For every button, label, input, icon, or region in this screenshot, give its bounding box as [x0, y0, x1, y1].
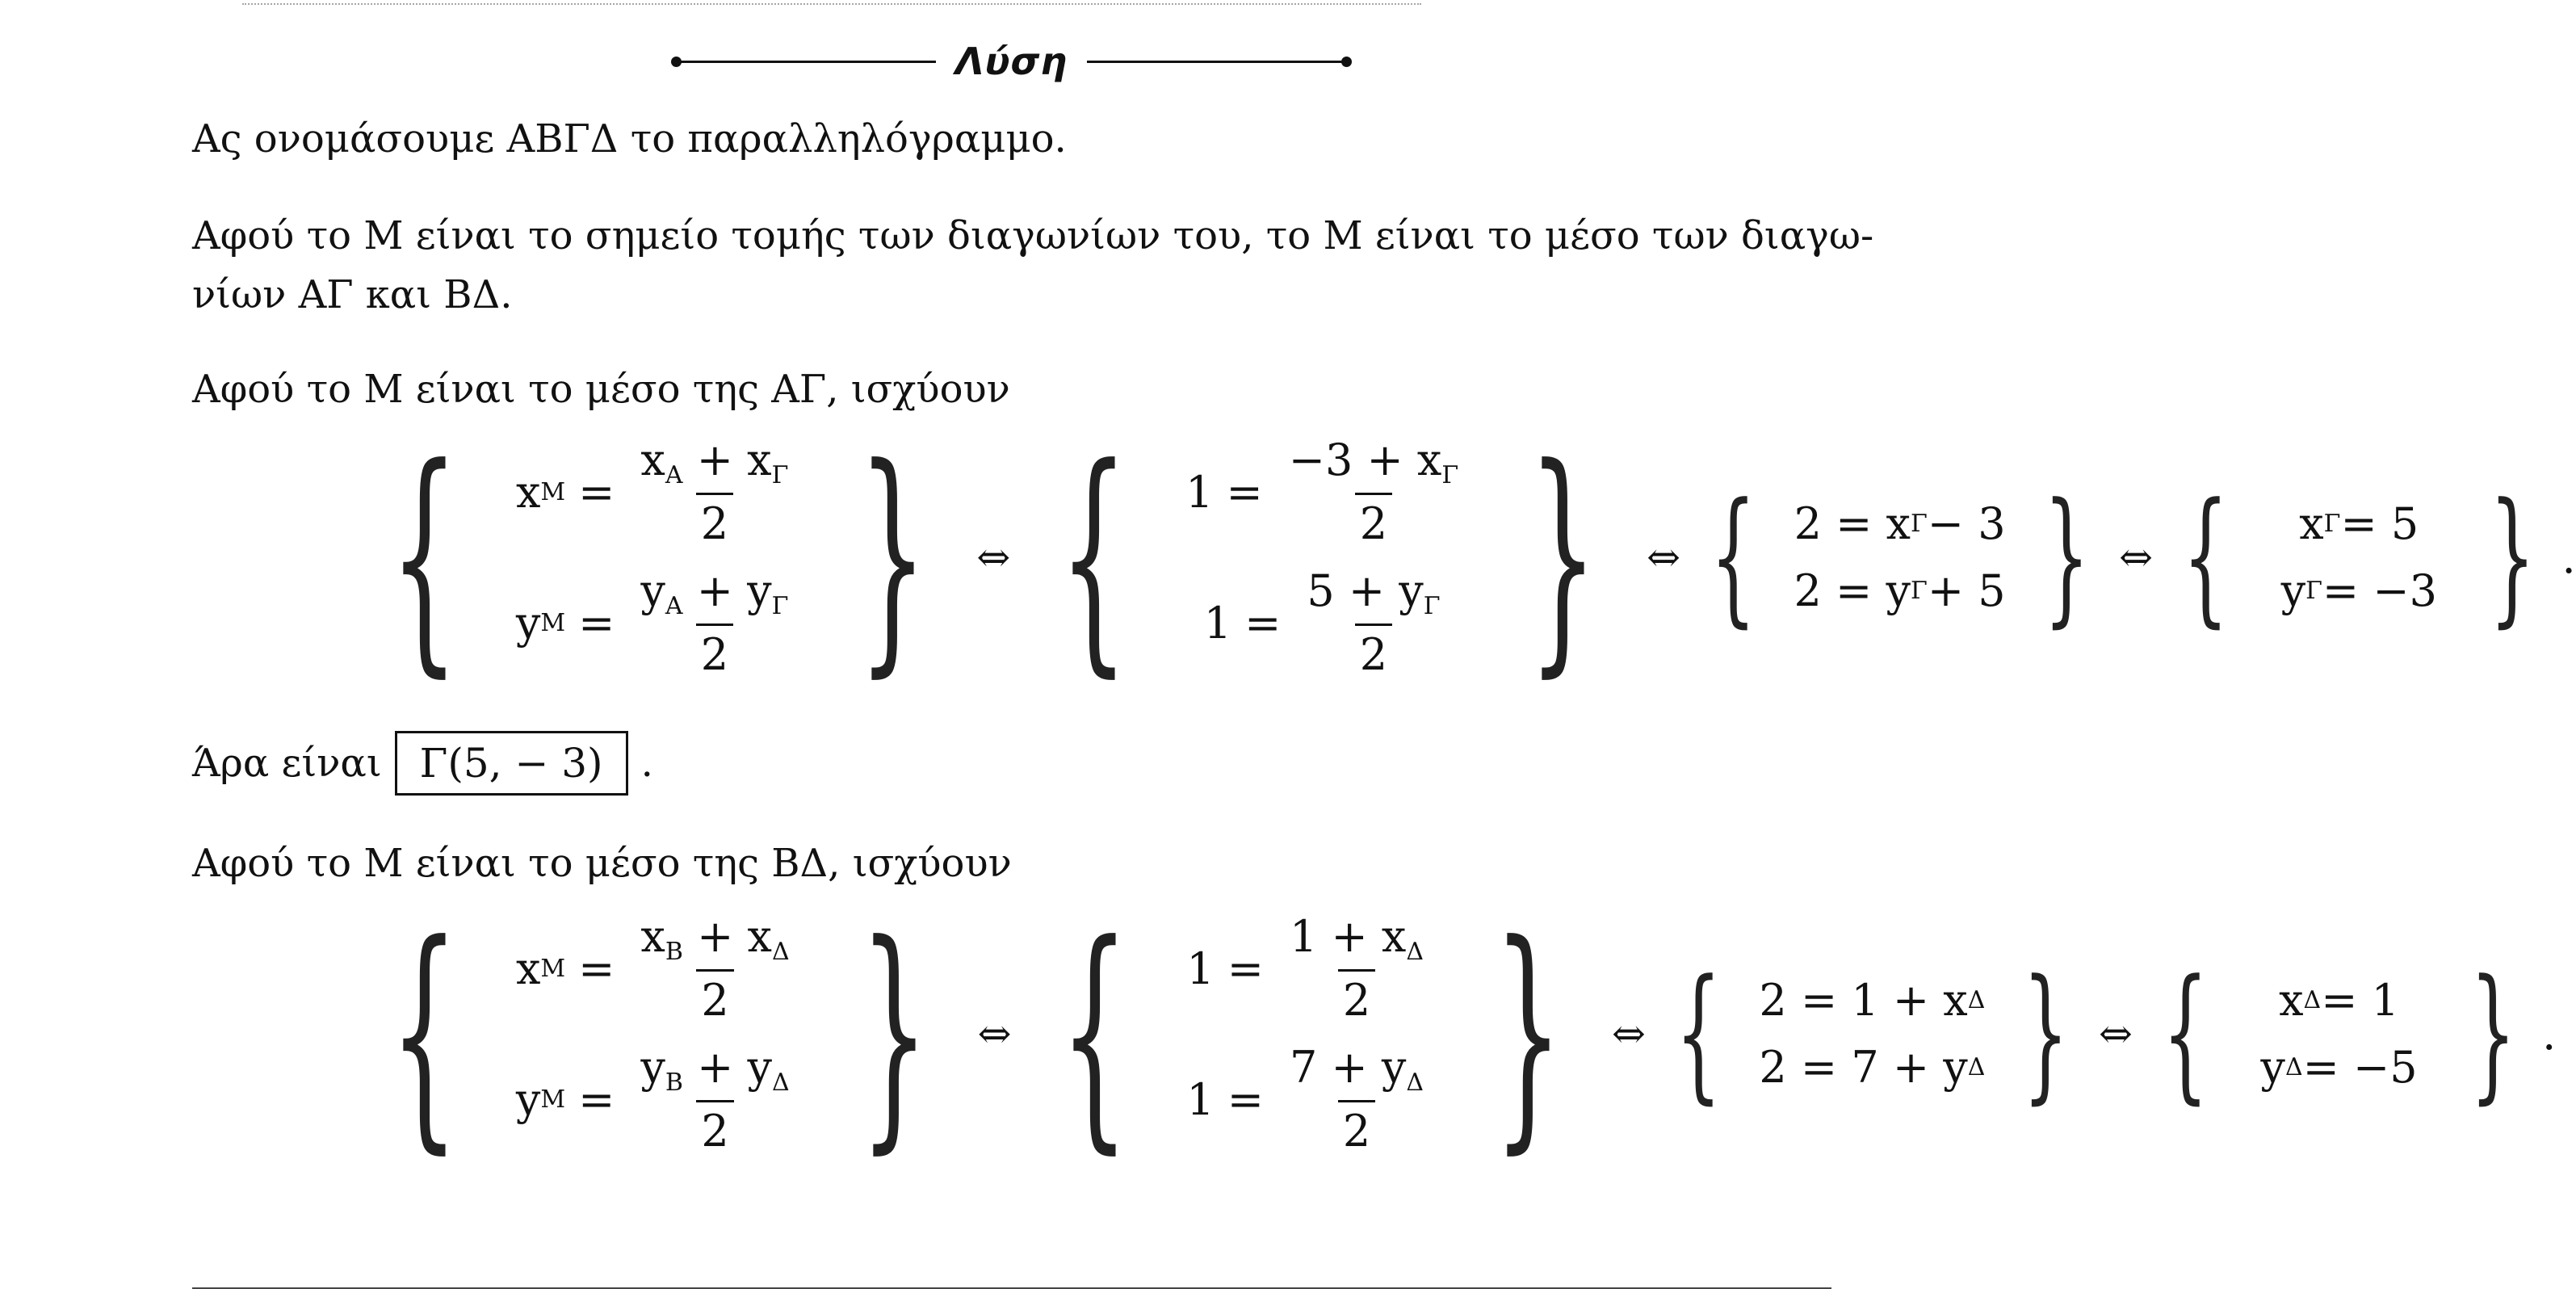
equation-row: 1 = $\frac{1 + x_\Delta}{2}$ [1186, 903, 1437, 1034]
system-step-4 [2159, 472, 2558, 641]
equivalence-arrow: ⇔ [1647, 534, 1680, 581]
equation-system-ag [347, 416, 2576, 698]
equivalence-arrow: ⇔ [2119, 534, 2154, 581]
equivalence-arrow: ⇔ [1611, 1010, 1646, 1057]
equation-row: 1 = $\frac{7 + y_\Delta}{2}$ [1186, 1034, 1437, 1165]
denominator: 2 [696, 493, 733, 549]
equation-row [516, 557, 802, 688]
paragraph-diagonals-line1: Αφού το Μ είναι το σημείο τομής των διαγωνίων του, το Μ είναι το μέσο των διαγω- [192, 213, 1874, 258]
boxed-answer: Γ(5, − 3) [395, 731, 628, 796]
right-brace: } [2489, 472, 2536, 641]
fraction [1284, 435, 1463, 549]
numerator: $5 + y_\Gamma$ [1307, 565, 1441, 620]
period: . [2542, 1008, 2557, 1060]
equation-row [516, 426, 801, 557]
fraction [1285, 911, 1429, 1026]
equation-row: y Δ = −5 [2260, 1042, 2418, 1093]
denominator: 2 [696, 969, 733, 1026]
fraction [1285, 1042, 1429, 1157]
right-brace: } [1493, 892, 1563, 1174]
variable: x [515, 466, 541, 518]
right-brace: } [1528, 416, 1598, 698]
numerator: $-3 + x_\Gamma$ [1288, 435, 1459, 489]
paragraph-intro: Ας ονομάσουμε ΑΒΓΔ το παραλληλόγραμμο. [192, 116, 1067, 162]
numerator: $x_A + x_\Gamma$ [640, 435, 789, 489]
variable: y [515, 597, 541, 649]
denominator: 2 [1355, 624, 1392, 680]
system-step-1 [347, 416, 970, 698]
paragraph-midpoint-bd: Αφού το Μ είναι το μέσο της ΒΔ, ισχύουν [192, 841, 1012, 886]
equation-row: y Μ = $\frac{y_B + y_\Delta}{2}$ [516, 1034, 803, 1165]
left-brace: { [1675, 949, 1722, 1118]
equation-row: y Γ = −3 [2280, 565, 2437, 616]
left-brace: { [1059, 892, 1130, 1174]
right-brace: } [858, 416, 928, 698]
equation-row: 2 = 7 + y Δ [1759, 1042, 1986, 1093]
heading-title: Λύση [954, 40, 1068, 83]
denominator: 2 [1338, 969, 1375, 1026]
left-brace: { [389, 416, 459, 698]
system-step-3 [1652, 949, 2092, 1118]
system-step-3 [1687, 472, 2112, 641]
subscript: Μ [540, 477, 566, 506]
paragraph-midpoint-ag: Αφού το Μ είναι το μέσο της ΑΓ, ισχύουν [192, 367, 1010, 412]
equation-row: 1 = $\frac{5 + y_\Gamma}{2}$ [1204, 557, 1454, 688]
heading-rule-left [674, 61, 936, 63]
period: . [2561, 531, 2576, 583]
denominator: 2 [696, 1100, 733, 1157]
result-prefix: Άρα είναι [192, 741, 382, 786]
system-step-2 [1017, 892, 1605, 1174]
system-step-4 [2139, 949, 2539, 1118]
numerator: $y_B + y_\Delta$ [640, 1042, 790, 1097]
equation-row: 2 = 1 + x Δ [1759, 975, 1986, 1026]
right-brace: } [2043, 472, 2090, 641]
heading-rule-right [1087, 61, 1349, 63]
numerator: $x_B + x_\Delta$ [640, 911, 790, 966]
solution-heading [674, 29, 1349, 94]
fraction [636, 1042, 794, 1157]
numerator: $1 + x_\Delta$ [1290, 911, 1424, 966]
left-brace: { [2162, 949, 2209, 1118]
right-brace: } [859, 892, 929, 1174]
left-brace: { [2182, 472, 2229, 641]
left-brace: { [1710, 472, 1756, 641]
fraction [636, 565, 793, 680]
equation-row: x Δ = 1 [2279, 975, 2399, 1026]
right-brace: } [2023, 949, 2070, 1118]
period: . [640, 741, 653, 786]
denominator: 2 [1338, 1100, 1375, 1157]
system-step-2 [1017, 416, 1640, 698]
fraction [636, 435, 793, 549]
equation-row: 2 = y Γ + 5 [1794, 565, 2006, 616]
left-brace: { [389, 892, 459, 1174]
equals: = [578, 466, 615, 518]
equation-row: 2 = x Γ − 3 [1794, 498, 2006, 549]
result-line [192, 731, 653, 796]
equation-row: 1 = $\frac{-3 + x_\Gamma}{2}$ [1185, 426, 1471, 557]
denominator: 2 [696, 624, 733, 680]
right-brace: } [2469, 949, 2516, 1118]
paragraph-diagonals-line2: νίων ΑΓ και ΒΔ. [192, 272, 513, 317]
denominator: 2 [1355, 493, 1392, 549]
equals: = [578, 597, 615, 649]
system-step-1 [347, 892, 971, 1174]
equivalence-arrow: ⇔ [976, 534, 1011, 581]
equation-system-bd [347, 892, 2557, 1174]
fraction [636, 911, 794, 1026]
equation-row: x Γ = 5 [2299, 498, 2419, 549]
equation-row: x Μ = $\frac{x_B + x_\Delta}{2}$ [516, 903, 803, 1034]
equivalence-arrow: ⇔ [977, 1010, 1012, 1057]
numerator: $y_A + y_\Gamma$ [640, 565, 789, 620]
fraction [1302, 565, 1445, 680]
left-brace: { [1059, 416, 1129, 698]
numerator: $7 + y_\Delta$ [1289, 1042, 1424, 1097]
equivalence-arrow: ⇔ [2098, 1010, 2133, 1057]
subscript: Μ [540, 608, 566, 637]
cropped-previous-text [242, 0, 1421, 5]
